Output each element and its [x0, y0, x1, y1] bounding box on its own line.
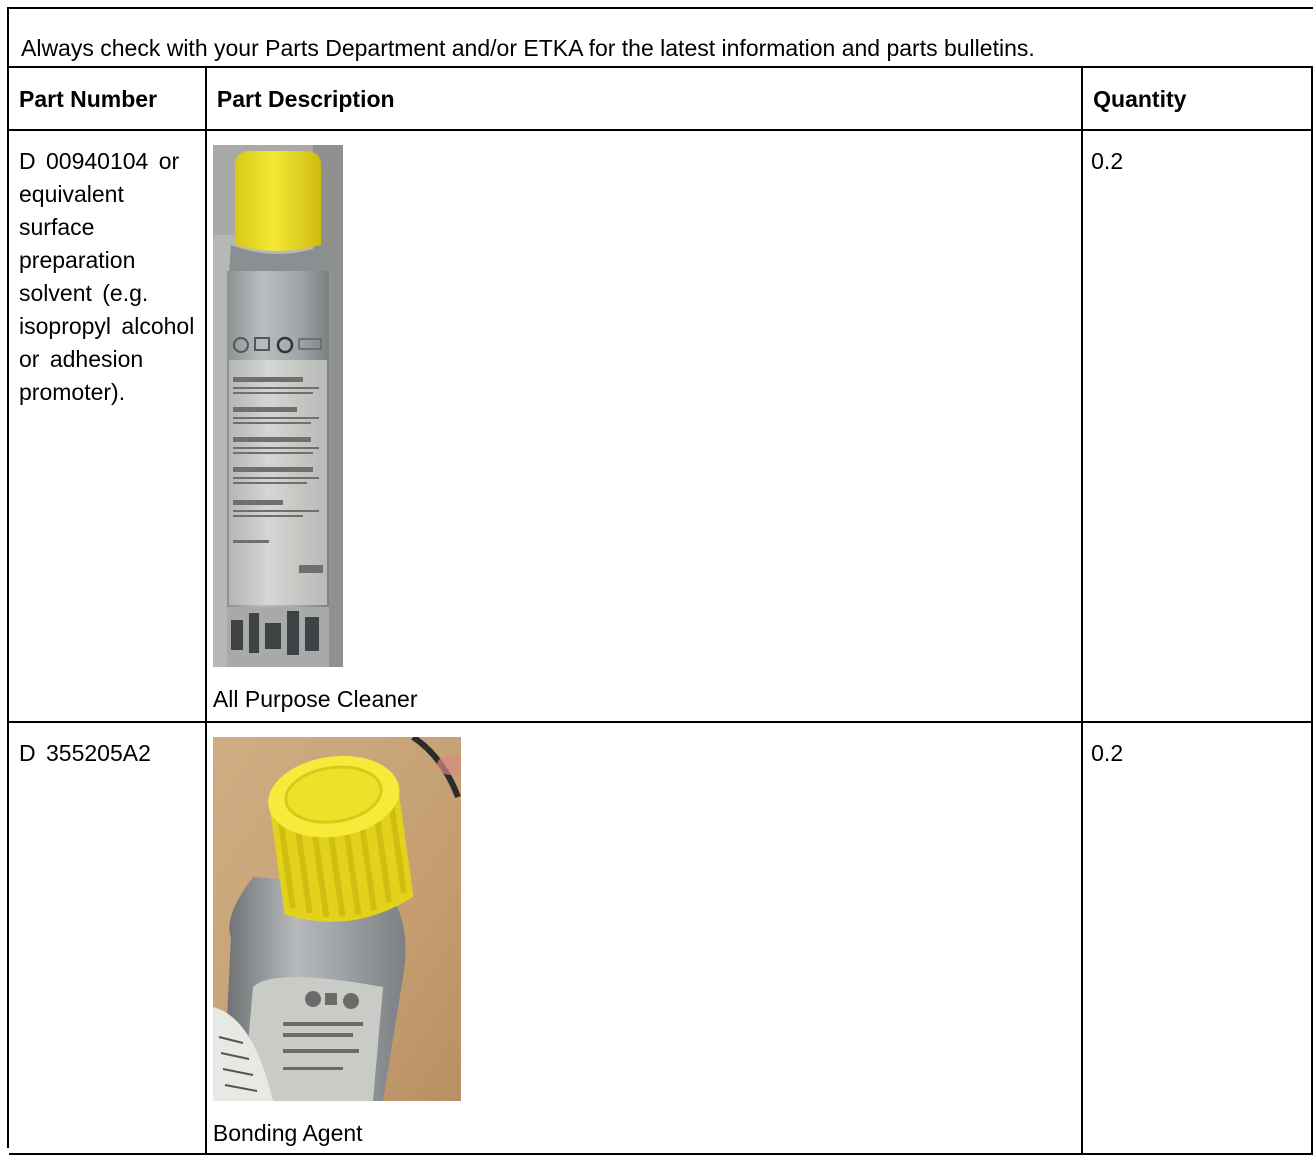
table-header-row: [9, 68, 1312, 130]
column-header-quantity: Quantity: [1082, 68, 1312, 130]
part-description-cell: [206, 130, 1082, 722]
part-caption: Bonding Agent: [212, 1120, 363, 1146]
table-row: [9, 722, 1312, 1154]
column-header-part-description: Part Description: [206, 68, 1082, 130]
parts-notice: Always check with your Parts Department and/or ETKA for the latest information and parts bulletins.: [9, 9, 1313, 68]
bonding-agent-bottle-image: [213, 737, 1081, 1110]
part-number-cell: D 00940104 or equivalent surface preparation solvent (e.g. isopropyl alcohol or adhesion promoter).: [9, 130, 206, 722]
part-number-cell: D 355205A2: [9, 722, 206, 1154]
quantity-cell: 0.2: [1082, 130, 1312, 722]
part-description-cell: [206, 722, 1082, 1154]
part-caption: All Purpose Cleaner: [212, 686, 418, 712]
column-header-part-number: Part Number: [9, 68, 206, 130]
parts-table: [9, 68, 1313, 1155]
parts-document: [7, 7, 1313, 1148]
spray-can-image: [213, 145, 1081, 676]
table-row: [9, 130, 1312, 722]
quantity-cell: 0.2: [1082, 722, 1312, 1154]
